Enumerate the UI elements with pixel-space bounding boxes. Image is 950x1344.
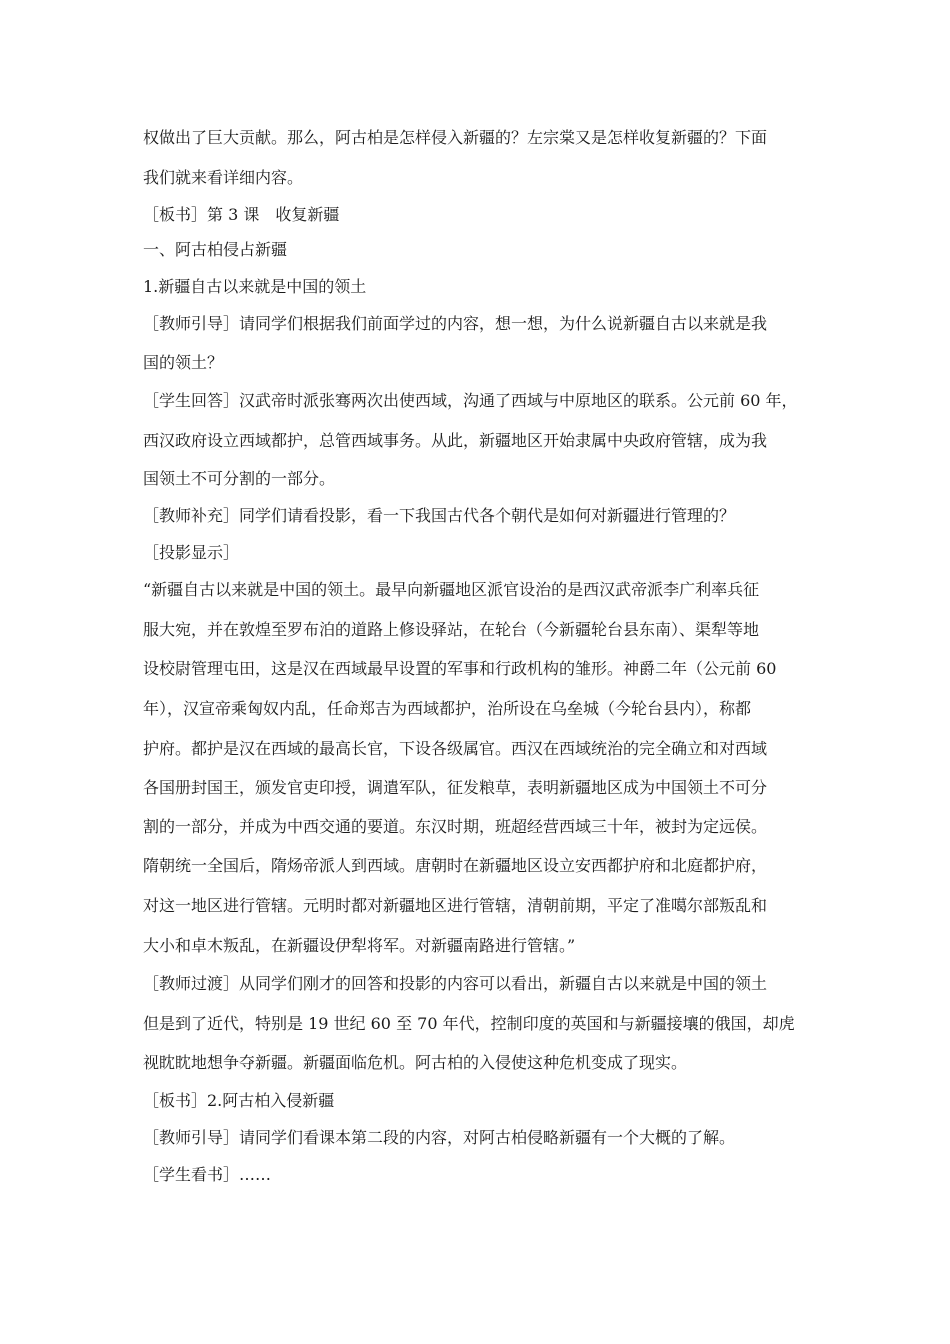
quote-line: 各国册封国王，颁发官吏印授，调遣军队，征发粮草，表明新疆地区成为中国领土不可分	[143, 778, 768, 797]
text-line: ［教师引导］请同学们看课本第二段的内容，对阿古柏侵略新疆有一个大概的了解。	[143, 1128, 736, 1147]
text-line: ［教师补充］同学们请看投影，看一下我国古代各个朝代是如何对新疆进行管理的？	[143, 506, 736, 525]
text-line: ［教师引导］请同学们根据我们前面学过的内容，想一想，为什么说新疆自古以来就是我	[143, 314, 768, 333]
quote-line: 割的一部分，并成为中西交通的要道。东汉时期，班超经营西域三十年，被封为定远侯。	[143, 817, 768, 836]
quote-line: 年），汉宣帝乘匈奴内乱，任命郑吉为西域都护，治所设在乌垒城（今轮台县内），称都	[143, 699, 752, 718]
quote-line: 隋朝统一全国后，隋炀帝派人到西域。唐朝时在新疆地区设立安西都护府和北庭都护府，	[143, 856, 768, 875]
text-line: 国领土不可分割的一部分。	[143, 469, 336, 488]
quote-line: 护府。都护是汉在西域的最高长官，下设各级属官。西汉在西域统治的完全确立和对西域	[143, 739, 768, 758]
text-line: ［学生回答］汉武帝时派张骞两次出使西域，沟通了西域与中原地区的联系。公元前 60 年，	[143, 391, 798, 410]
text-line: 但是到了近代，特别是 19 世纪 60 至 70 年代，控制印度的英国和与新疆接壤的俄国，却虎	[143, 1014, 795, 1033]
text-line: ［教师过渡］从同学们刚才的回答和投影的内容可以看出，新疆自古以来就是中国的领土	[143, 974, 768, 993]
quote-line: 设校尉管理屯田，这是汉在西域最早设置的军事和行政机构的雏形。神爵二年（公元前 60	[143, 659, 777, 678]
board-heading-lesson: ［板书］第 3 课 收复新疆	[143, 205, 340, 224]
quote-line: “新疆自古以来就是中国的领土。最早向新疆地区派官设治的是西汉武帝派李广利率兵征	[143, 580, 760, 599]
text-line: 西汉政府设立西域都护，总管西域事务。从此，新疆地区开始隶属中央政府管辖，成为我	[143, 431, 768, 450]
text-line: 视眈眈地想争夺新疆。新疆面临危机。阿古柏的入侵使这种危机变成了现实。	[143, 1053, 688, 1072]
text-line: 权做出了巨大贡献。那么，阿古柏是怎样侵入新疆的？左宗棠又是怎样收复新疆的？下面	[143, 128, 768, 147]
quote-line: 服大宛，并在敦煌至罗布泊的道路上修设驿站，在轮台（今新疆轮台县东南）、渠犁等地	[143, 620, 760, 639]
text-line: ［投影显示］	[143, 543, 240, 562]
text-line: 国的领土？	[143, 353, 224, 372]
text-line: 我们就来看详细内容。	[143, 168, 304, 187]
quote-line: 对这一地区进行管辖。元明时都对新疆地区进行管辖，清朝前期，平定了准噶尔部叛乱和	[143, 896, 768, 915]
section-heading: 一、阿古柏侵占新疆	[143, 240, 288, 259]
text-line: ［学生看书］……	[143, 1165, 272, 1184]
board-heading-subsection: ［板书］2.阿古柏入侵新疆	[143, 1091, 335, 1110]
subsection-heading: 1.新疆自古以来就是中国的领土	[143, 277, 367, 296]
quote-line: 大小和卓木叛乱，在新疆设伊犁将军。对新疆南路进行管辖。”	[143, 936, 576, 955]
